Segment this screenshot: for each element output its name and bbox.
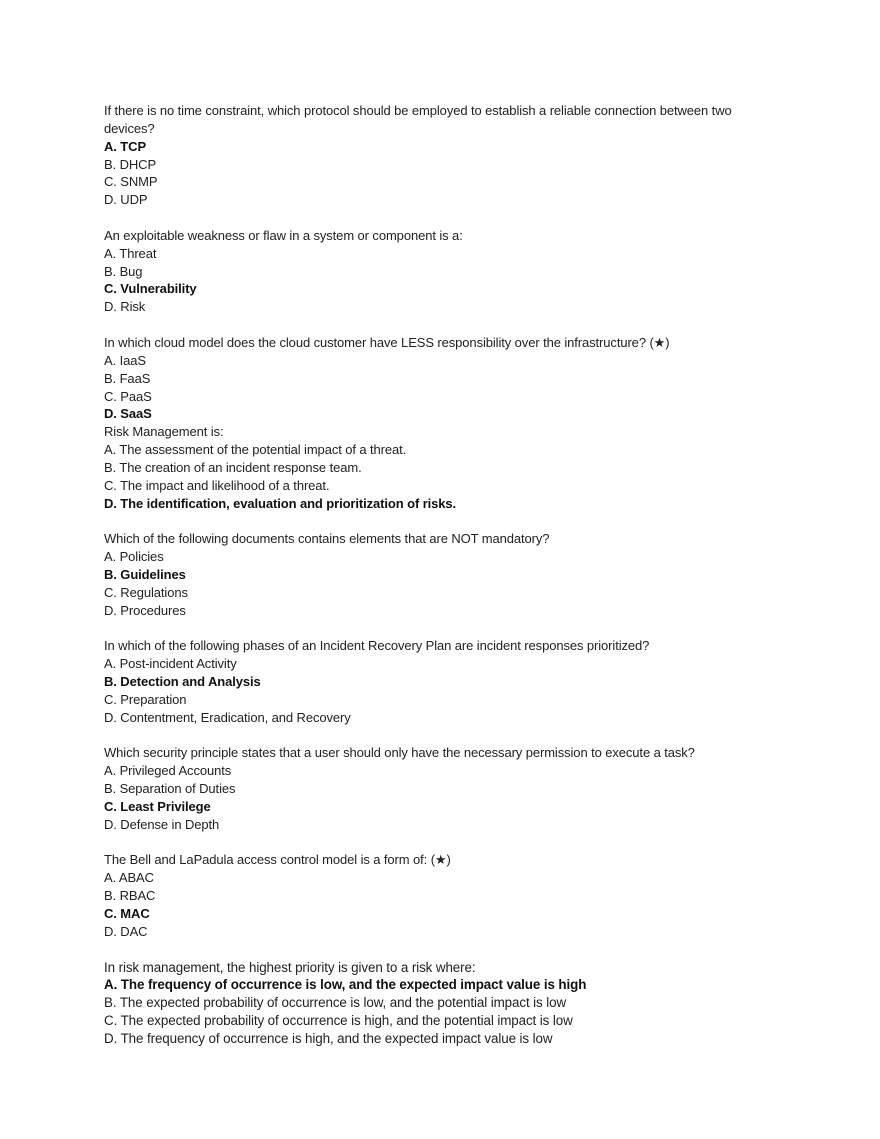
question-block <box>104 851 784 940</box>
answer-option: B. Separation of Duties <box>104 781 236 797</box>
question-block <box>104 423 784 512</box>
question-text: The Bell and LaPadula access control model is a form of: (★) <box>104 852 451 868</box>
answer-option: D. Defense in Depth <box>104 816 220 832</box>
answer-option: D. Risk <box>104 299 146 315</box>
question-block <box>104 637 784 726</box>
answer-option: C. Regulations <box>104 584 188 600</box>
question-block <box>104 530 784 619</box>
correct-answer-option: C. Vulnerability <box>104 281 197 297</box>
quiz-document <box>104 102 784 1048</box>
correct-answer-option: B. Detection and Analysis <box>104 674 261 689</box>
answer-option: A. ABAC <box>104 870 154 886</box>
answer-option: D. DAC <box>104 923 148 939</box>
question-text: If there is no time constraint, which protocol should be employed to establish a reliable connection between two devices? <box>104 103 732 136</box>
correct-answer-option: D. SaaS <box>104 406 152 422</box>
answer-option: B. The expected probability of occurrence is low, and the potential impact is low <box>104 995 567 1011</box>
question-block <box>104 959 784 1048</box>
correct-answer-option: C. MAC <box>104 905 150 921</box>
answer-option: B. Bug <box>104 263 143 279</box>
correct-answer-option: D. The identification, evaluation and prioritization of risks. <box>104 495 457 511</box>
answer-option: C. Preparation <box>104 691 187 707</box>
answer-option: C. PaaS <box>104 388 152 404</box>
answer-option: C. The impact and likelihood of a threat. <box>104 477 330 493</box>
answer-option: B. The creation of an incident response team. <box>104 459 362 475</box>
answer-option: C. SNMP <box>104 174 158 190</box>
question-block <box>104 227 784 316</box>
answer-option: D. Contentment, Eradication, and Recovery <box>104 709 351 725</box>
answer-option: B. RBAC <box>104 888 156 904</box>
correct-answer-option: A. TCP <box>104 138 147 154</box>
question-text: An exploitable weakness or flaw in a system or component is a: <box>104 227 463 243</box>
correct-answer-option: B. Guidelines <box>104 566 186 582</box>
question-text: In which cloud model does the cloud customer have LESS responsibility over the infrastructure? (★) <box>104 334 670 350</box>
answer-option: D. UDP <box>104 192 148 208</box>
question-text: Which of the following documents contains elements that are NOT mandatory? <box>104 531 550 547</box>
question-text: Risk Management is: <box>104 424 224 440</box>
answer-option: D. The frequency of occurrence is high, and the expected impact value is low <box>104 1030 553 1046</box>
answer-option: A. IaaS <box>104 352 146 368</box>
answer-option: A. Threat <box>104 245 157 261</box>
answer-option: A. Privileged Accounts <box>104 763 232 779</box>
correct-answer-option: A. The frequency of occurrence is low, and the expected impact value is high <box>104 977 587 993</box>
answer-option: A. Post-incident Activity <box>104 656 237 672</box>
answer-option: B. DHCP <box>104 156 157 172</box>
answer-option: C. The expected probability of occurrence is high, and the potential impact is low <box>104 1013 573 1029</box>
answer-option: B. FaaS <box>104 370 151 386</box>
answer-option: A. Policies <box>104 549 164 565</box>
answer-option: D. Procedures <box>104 602 186 618</box>
answer-option: A. The assessment of the potential impact of a threat. <box>104 442 407 458</box>
question-block <box>104 744 784 833</box>
question-text: In which of the following phases of an Incident Recovery Plan are incident responses prioritized? <box>104 638 650 654</box>
correct-answer-option: C. Least Privilege <box>104 798 211 814</box>
question-text: Which security principle states that a user should only have the necessary permission to execute a task? <box>104 745 695 761</box>
question-text: In risk management, the highest priority is given to a risk where: <box>104 959 476 975</box>
question-block <box>104 102 784 209</box>
question-block <box>104 334 784 423</box>
